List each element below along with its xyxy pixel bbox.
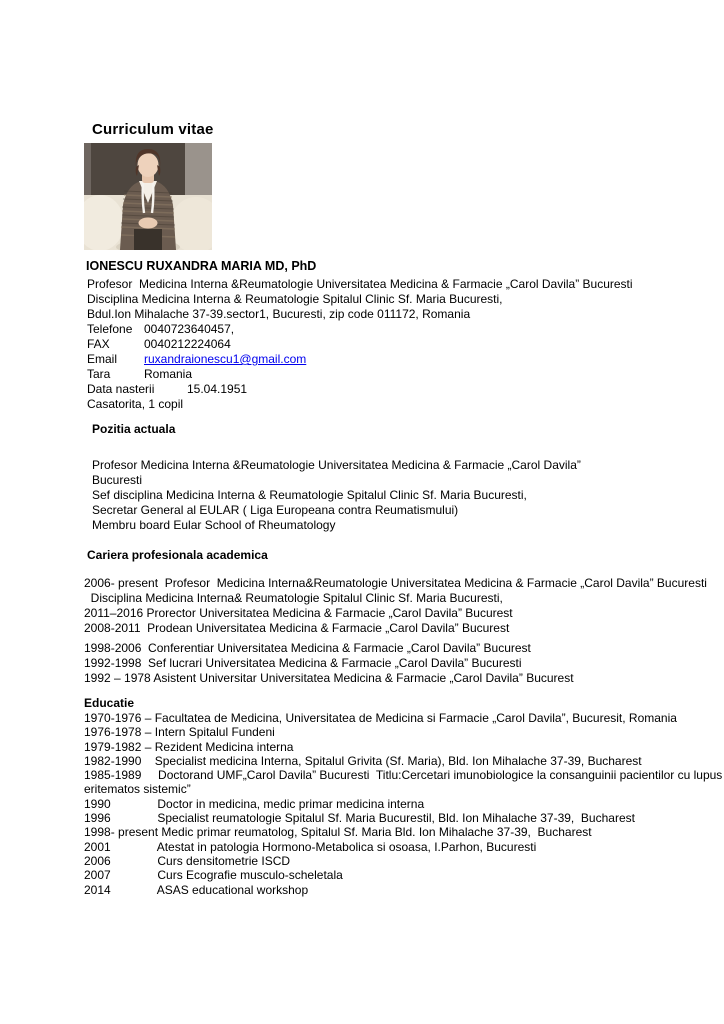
- birthdate-value: 15.04.1951: [187, 382, 248, 396]
- current-position-line: Secretar General al EULAR ( Liga Europeana contra Reumatismului): [92, 503, 459, 517]
- current-position-heading: Pozitia actuala: [92, 422, 176, 436]
- birthdate-label: Data nasterii: [87, 382, 155, 396]
- cv-content: [84, 121, 724, 897]
- fax-value: 0040212224064: [144, 337, 231, 351]
- education-lines: [84, 711, 724, 897]
- education-entry: 2014 ASAS educational workshop: [84, 882, 309, 897]
- current-position-line: Membru board Eular School of Rheumatology: [92, 518, 336, 532]
- section-academic-career: [84, 548, 724, 686]
- education-entry: 1970-1976 – Facultatea de Medicina, Universitatea de Medicina si Farmacie „Carol Davila”, Bucuresit, Romania: [84, 711, 677, 725]
- address-line: Bdul.Ion Mihalache 37-39.sector1, Bucuresti, zip code 011172, Romania: [87, 307, 471, 321]
- academic-career-earlier-entries: [84, 641, 724, 686]
- education-entry: 1990 Doctor in medicina, medic primar medicina interna: [84, 796, 425, 811]
- phone-label: Telefone: [87, 322, 133, 336]
- contact-fax-row: [87, 337, 724, 352]
- academic-career-heading: Cariera profesionala academica: [87, 548, 268, 562]
- career-entry: 2008-2011 Prodean Universitatea Medicina & Farmacie „Carol Davila” Bucurest: [84, 621, 510, 635]
- contact-birthdate-row: [87, 382, 724, 397]
- country-label: Tara: [87, 367, 111, 381]
- education-entry: 1996 Specialist reumatologie Spitalul Sf. Maria Bucurestil, Bld. Ion Mihalache 37-39, Bucharest: [84, 811, 635, 826]
- education-entry: 1982-1990 Specialist medicina Interna, Spitalul Grivita (Sf. Maria), Bld. Ion Mihalache 37-39, Bucharest: [84, 753, 642, 768]
- education-entry: 1979-1982 – Rezident Medicina interna: [84, 739, 294, 754]
- contact-email-row: [87, 352, 724, 367]
- email-label: Email: [87, 352, 118, 366]
- address-line: Disciplina Medicina Interna & Reumatologie Spitalul Clinic Sf. Maria Bucuresti,: [87, 292, 503, 306]
- address-lines: [87, 277, 724, 322]
- portrait-photo: [84, 143, 212, 250]
- career-entry: 1998-2006 Conferentiar Universitatea Medicina & Farmacie „Carol Davila” Bucurest: [84, 641, 531, 655]
- marital-status-line: Casatorita, 1 copil: [87, 397, 184, 411]
- education-entry: 2001 Atestat in patologia Hormono-Metabolica si osoasa, I.Parhon, Bucuresti: [84, 839, 537, 854]
- career-entry: 1992-1998 Sef lucrari Universitatea Medicina & Farmacie „Carol Davila” Bucuresti: [84, 656, 522, 670]
- current-position-line: Profesor Medicina Interna &Reumatologie Universitatea Medicina & Farmacie „Carol Davila”: [92, 458, 581, 472]
- current-position-line: Sef disciplina Medicina Interna & Reumatologie Spitalul Clinic Sf. Maria Bucuresti,: [92, 488, 527, 502]
- career-entry: Disciplina Medicina Interna& Reumatologie Spitalul Clinic Sf. Maria Bucuresti,: [84, 591, 503, 605]
- education-heading: Educatie: [84, 696, 135, 710]
- career-entry: 2006- present Profesor Medicina Interna&Reumatologie Universitatea Medicina & Farmacie „Carol Davila” Bucuresti: [84, 576, 707, 590]
- person-name: IONESCU RUXANDRA MARIA MD, PhD: [86, 259, 317, 273]
- education-entry: 1998- present Medic primar reumatolog, Spitalul Sf. Maria Bld. Ion Mihalache 37-39, Bucharest: [84, 825, 592, 840]
- education-entry: eritematos sistemic”: [84, 782, 191, 797]
- education-entry: 2006 Curs densitometrie ISCD: [84, 853, 291, 868]
- fax-label: FAX: [87, 337, 110, 351]
- address-line: Profesor Medicina Interna &Reumatologie Universitatea Medicina & Farmacie „Carol Davila” Bucuresti: [87, 277, 633, 291]
- academic-career-recent-entries: [84, 576, 724, 636]
- education-entry: 1976-1978 – Intern Spitalul Fundeni: [84, 725, 275, 740]
- phone-value: 0040723640457,: [144, 322, 235, 336]
- current-position-line: Bucuresti: [92, 473, 143, 487]
- section-current-position: [84, 422, 724, 533]
- section-education: [84, 696, 724, 897]
- education-entry: 1985-1989 Doctorand UMF„Carol Davila” Bucuresti Titlu:Cercetari imunobiologice la consanguinii pacientilor cu lupus: [84, 768, 723, 783]
- contact-phone-row: [87, 322, 724, 337]
- contact-country-row: [87, 367, 724, 382]
- country-value: Romania: [144, 367, 193, 381]
- current-position-lines: [92, 458, 724, 533]
- career-entry: 1992 – 1978 Asistent Universitar Universitatea Medicina & Farmacie „Carol Davila” Bucurest: [84, 671, 574, 685]
- education-entry: 2007 Curs Ecografie musculo-scheletala: [84, 868, 343, 883]
- identity-block: [84, 277, 724, 412]
- career-entry: 2011–2016 Prorector Universitatea Medicina & Farmacie „Carol Davila” Bucurest: [84, 606, 513, 620]
- portrait-photo-illustration: [84, 143, 212, 250]
- page-title: Curriculum vitae: [92, 121, 214, 138]
- email-link[interactable]: ruxandraionescu1@gmail.com: [144, 352, 307, 366]
